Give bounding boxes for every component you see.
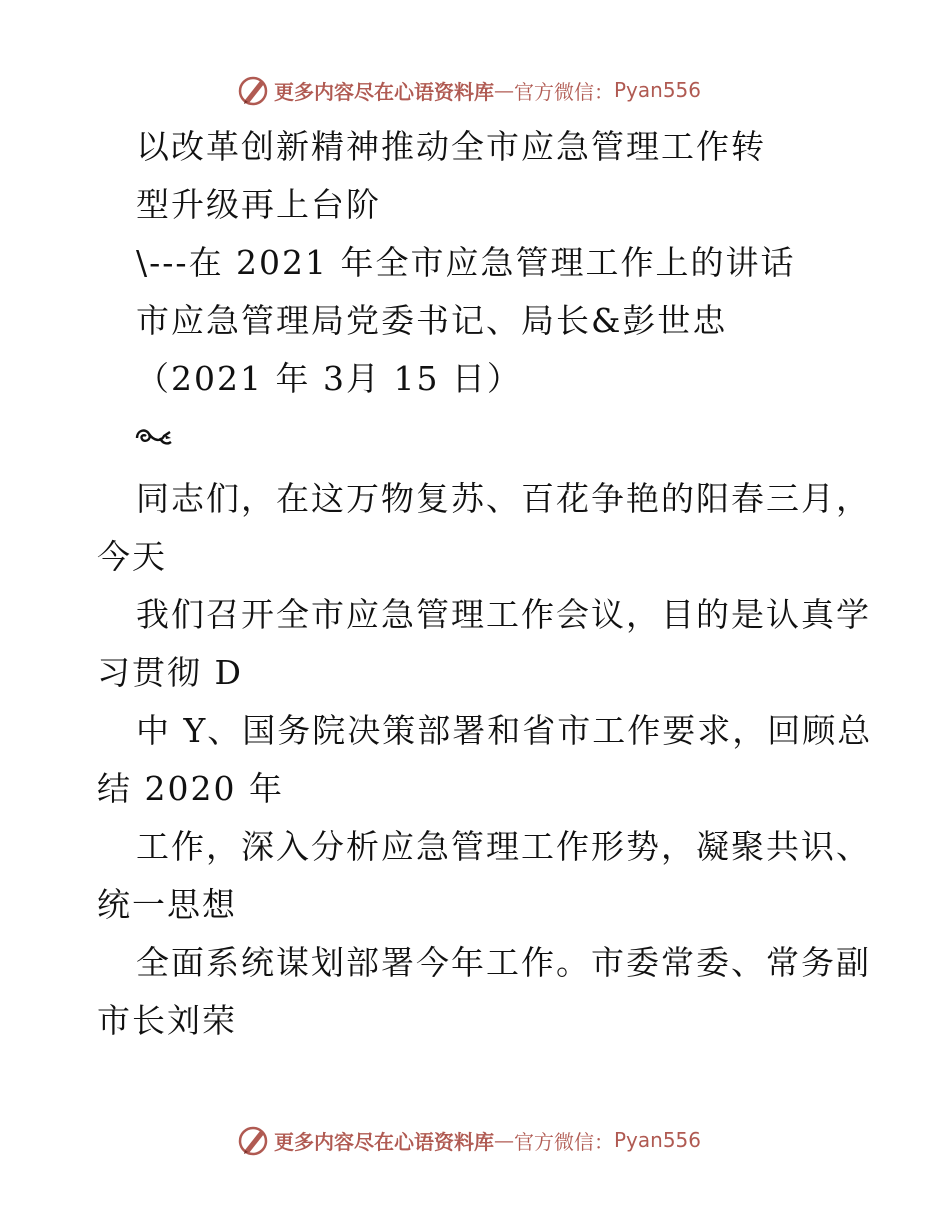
body-line: 我们召开全市应急管理工作会议，目的是认真学 [136,595,871,634]
doc-subtitle: \---在 2021 年全市应急管理工作上的讲话 [136,243,796,282]
pen-logo-icon [236,73,270,107]
body-line: 中 Y、国务院决策部署和省市工作要求，回顾总 [136,711,873,750]
pen-logo-icon [236,1123,270,1157]
footer-watermark [236,1122,701,1158]
banner-wechat-id: Pyan556 [614,78,702,102]
doc-date: （2021 年 3月 15 日） [136,359,522,398]
swirl-ornament-icon [134,424,174,452]
body-line: 工作，深入分析应急管理工作形势，凝聚共识、 [136,827,871,866]
header-watermark [236,72,701,108]
body-line: 习贯彻 D [97,653,243,692]
banner-text: 更多内容尽在心语资料库 [274,1129,494,1154]
banner-text: 更多内容尽在心语资料库 [274,79,494,104]
body-line: 今天 [97,537,167,576]
body-line: 同志们，在这万物复苏、百花争艳的阳春三月， [136,479,871,518]
banner-wechat-id: Pyan556 [614,1128,702,1152]
banner-dash: — [494,78,514,102]
body-line: 全面系统谋划部署今年工作。市委常委、常务副 [136,943,871,982]
body-line: 结 2020 年 [97,769,284,808]
doc-title-line1: 以改革创新精神推动全市应急管理工作转 [136,127,766,166]
banner-wechat-label: 官方微信： [514,1129,614,1154]
banner-wechat-label: 官方微信： [514,79,614,104]
doc-title-line2: 型升级再上台阶 [136,185,381,224]
body-line: 市长刘荣 [97,1001,237,1040]
body-line: 统一思想 [97,885,237,924]
doc-author: 市应急管理局党委书记、局长&彭世忠 [136,301,728,340]
banner-dash: — [494,1128,514,1152]
